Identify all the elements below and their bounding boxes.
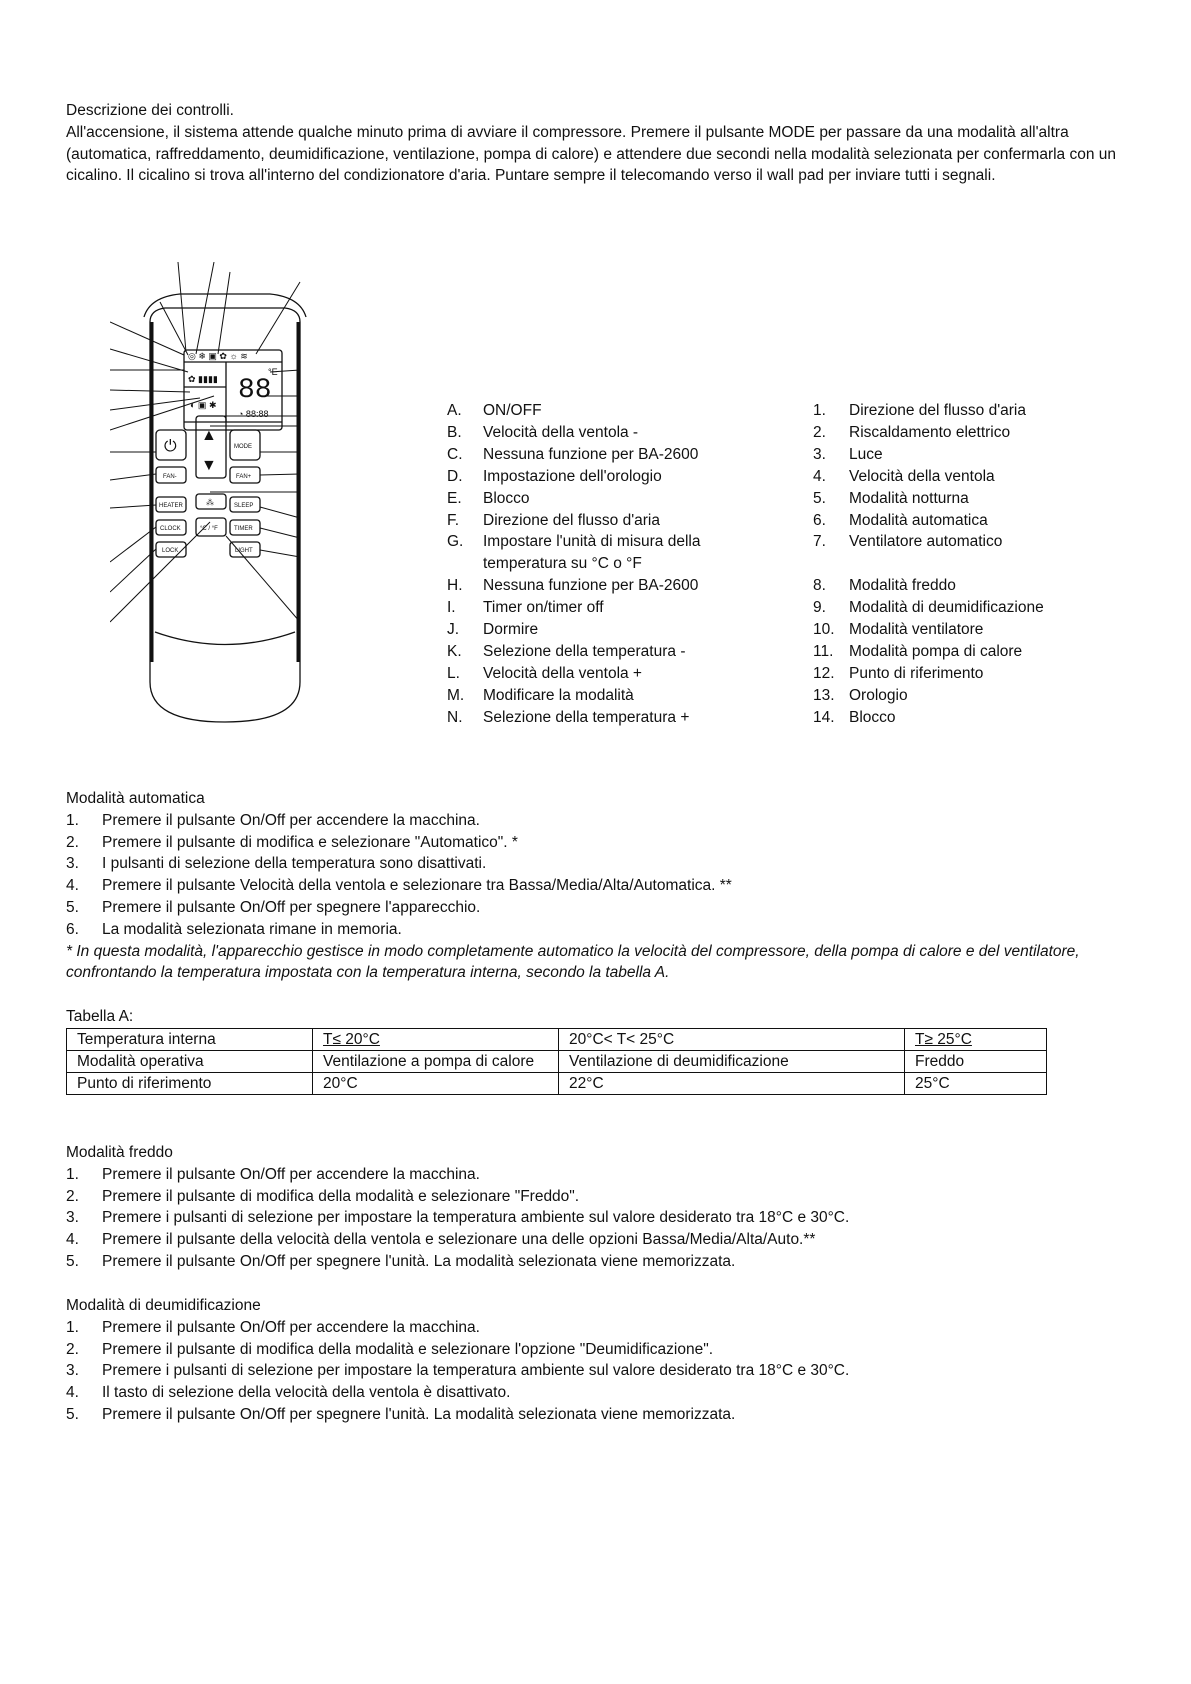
svg-text:°E: °E xyxy=(268,367,278,377)
svg-text:SLEEP: SLEEP xyxy=(234,503,254,509)
legend-item: M. Modificare la modalità xyxy=(447,686,634,704)
table-a-section xyxy=(66,1006,1126,1095)
table-row: Punto di riferimento 20°C 22°C 25°C xyxy=(67,1072,1047,1094)
step: 1. Premere il pulsante On/Off per accendere la macchina. xyxy=(66,1318,480,1336)
svg-text:HEATER: HEATER xyxy=(159,503,183,509)
cold-steps xyxy=(66,1164,1126,1273)
svg-text:⁂: ⁂ xyxy=(206,498,214,507)
section-title: Modalità freddo xyxy=(66,1144,173,1161)
step: 3. Premere i pulsanti di selezione per impostare la temperatura ambiente sul valore desiderato tra 18°C e 30°C. xyxy=(66,1209,850,1227)
legend-item: D. Impostazione dell'orologio xyxy=(447,467,662,485)
legend-spacer xyxy=(813,553,1143,575)
svg-text:88: 88 xyxy=(238,375,272,406)
legend-item: N. Selezione della temperatura + xyxy=(447,708,690,726)
table-row: Temperatura interna T≤ 20°C 20°C< T< 25°C T≥ 25°C xyxy=(67,1028,1047,1050)
svg-text:⏻: ⏻ xyxy=(164,438,177,455)
intro-text: All'accensione, il sistema attende qualche minuto prima di avviare il compressore. Premere il pulsante MODE per passare da una modalità all'altra (automatica, raffreddamento, deumidificazione, ventilazione, pompa di calore) e attendere due secondi nella modalità selezionata per confermarla con un cicalino. Il cicalino si trova all'interno del condizionatore d'aria. Puntare sempre il telecomando verso il wall pad per inviare tutti i segnali. xyxy=(66,123,1117,185)
step: 1. Premere il pulsante On/Off per accendere la macchina. xyxy=(66,811,480,829)
legend-item: 4. Velocità della ventola xyxy=(813,467,995,485)
step: 2. Premere il pulsante di modifica e selezionare "Automatico". * xyxy=(66,833,518,851)
step: 5. Premere il pulsante On/Off per spegnere l'unità. La modalità selezionata viene memorizzata. xyxy=(66,1405,736,1423)
step: 2. Premere il pulsante di modifica della modalità e selezionare "Freddo". xyxy=(66,1187,580,1205)
legend-item: 3. Luce xyxy=(813,445,883,463)
legend-item: A. ON/OFF xyxy=(447,402,542,419)
table-caption: Tabella A: xyxy=(66,1008,134,1025)
legend-item: H. Nessuna funzione per BA-2600 xyxy=(447,577,699,595)
svg-text:▼: ▼ xyxy=(201,457,217,474)
svg-text:FAN-: FAN- xyxy=(163,474,177,480)
legend-item: 9. Modalità di deumidificazione xyxy=(813,599,1044,617)
cold-mode-section xyxy=(66,1142,1126,1273)
intro-section xyxy=(66,100,1126,187)
legend-item: L. Velocità della ventola + xyxy=(447,664,642,682)
legend-item: 8. Modalità freddo xyxy=(813,577,956,595)
legend-item: 2. Riscaldamento elettrico xyxy=(813,423,1011,441)
legend-letters xyxy=(447,400,777,729)
legend-item: E. Blocco xyxy=(447,489,530,507)
legend-item: 1. Direzione del flusso d'aria xyxy=(813,402,1026,419)
step: 6. La modalità selezionata rimane in memoria. xyxy=(66,920,402,938)
step: 5. Premere il pulsante On/Off per spegnere l'apparecchio. xyxy=(66,898,481,916)
step: 3. I pulsanti di selezione della temperatura sono disattivati. xyxy=(66,855,487,873)
legend-item: B. Velocità della ventola - xyxy=(447,423,639,441)
svg-text:CLOCK: CLOCK xyxy=(160,526,181,532)
legend-item: C. Nessuna funzione per BA-2600 xyxy=(447,445,699,463)
svg-text:✿ ▮▮▮▮: ✿ ▮▮▮▮ xyxy=(188,374,218,384)
svg-text:FAN+: FAN+ xyxy=(236,474,252,480)
table-a xyxy=(66,1028,1047,1095)
legend-item: 10. Modalità ventilatore xyxy=(813,621,984,639)
step: 4. Premere il pulsante della velocità della ventola e selezionare una delle opzioni Bassa/Media/Alta/Auto.** xyxy=(66,1231,816,1249)
dry-mode-section xyxy=(66,1295,1126,1426)
svg-text:MODE: MODE xyxy=(234,444,252,450)
svg-text:◎ ❄ ▣ ✿ ☼ ≋: ◎ ❄ ▣ ✿ ☼ ≋ xyxy=(188,351,248,361)
legend-item: 11. Modalità pompa di calore xyxy=(813,642,1023,660)
step: 4. Premere il pulsante Velocità della ventola e selezionare tra Bassa/Media/Alta/Automatica. ** xyxy=(66,877,732,895)
auto-note: * In questa modalità, l'apparecchio gestisce in modo completamente automatico la velocità del compressore, della pompa di calore e del ventilatore, confrontando la temperatura impostata con la temperatura interna, secondo la tabella A. xyxy=(66,942,1080,982)
svg-text:▲: ▲ xyxy=(201,427,217,444)
table-row: Modalità operativa Ventilazione a pompa di calore Ventilazione di deumidificazione Freddo xyxy=(67,1050,1047,1072)
legend-item: 6. Modalità automatica xyxy=(813,511,988,529)
intro-title: Descrizione dei controlli. xyxy=(66,102,234,119)
section-title: Modalità di deumidificazione xyxy=(66,1297,261,1314)
section-title: Modalità automatica xyxy=(66,790,205,807)
legend-item: F. Direzione del flusso d'aria xyxy=(447,511,660,529)
step: 1. Premere il pulsante On/Off per accendere la macchina. xyxy=(66,1165,480,1183)
step: 4. Il tasto di selezione della velocità della ventola è disattivato. xyxy=(66,1384,511,1402)
legend-item: G. Impostare l'unità di misura della temperatura su °C o °F xyxy=(447,533,701,573)
legend-item: 14. Blocco xyxy=(813,708,896,726)
legend-item: 13. Orologio xyxy=(813,686,908,704)
svg-text:LOCK: LOCK xyxy=(162,548,179,554)
legend-item: 7. Ventilatore automatico xyxy=(813,533,1003,551)
svg-text:°C / °F: °C / °F xyxy=(200,526,218,532)
legend-numbers xyxy=(813,400,1143,729)
step: 5. Premere il pulsante On/Off per spegnere l'unità. La modalità selezionata viene memorizzata. xyxy=(66,1252,736,1270)
remote-control-diagram xyxy=(110,262,330,742)
svg-text:LIGHT: LIGHT xyxy=(235,548,253,554)
svg-text:TIMER: TIMER xyxy=(234,526,253,532)
step: 2. Premere il pulsante di modifica della modalità e selezionare l'opzione "Deumidificazione". xyxy=(66,1340,714,1358)
svg-text:◐ ▣ ✱: ◐ ▣ ✱ xyxy=(190,400,217,410)
dry-steps xyxy=(66,1317,1126,1426)
step: 3. Premere i pulsanti di selezione per impostare la temperatura ambiente sul valore desiderato tra 18°C e 30°C. xyxy=(66,1362,850,1380)
legend-item: I. Timer on/timer off xyxy=(447,599,604,617)
legend-item: K. Selezione della temperatura - xyxy=(447,642,686,660)
legend-item: 12. Punto di riferimento xyxy=(813,664,984,682)
auto-mode-section xyxy=(66,788,1126,984)
auto-steps xyxy=(66,810,1126,941)
legend-item: 5. Modalità notturna xyxy=(813,489,969,507)
svg-text:◔ 88:88: ◔ 88:88 xyxy=(238,409,269,419)
legend-item: J. Dormire xyxy=(447,621,539,639)
